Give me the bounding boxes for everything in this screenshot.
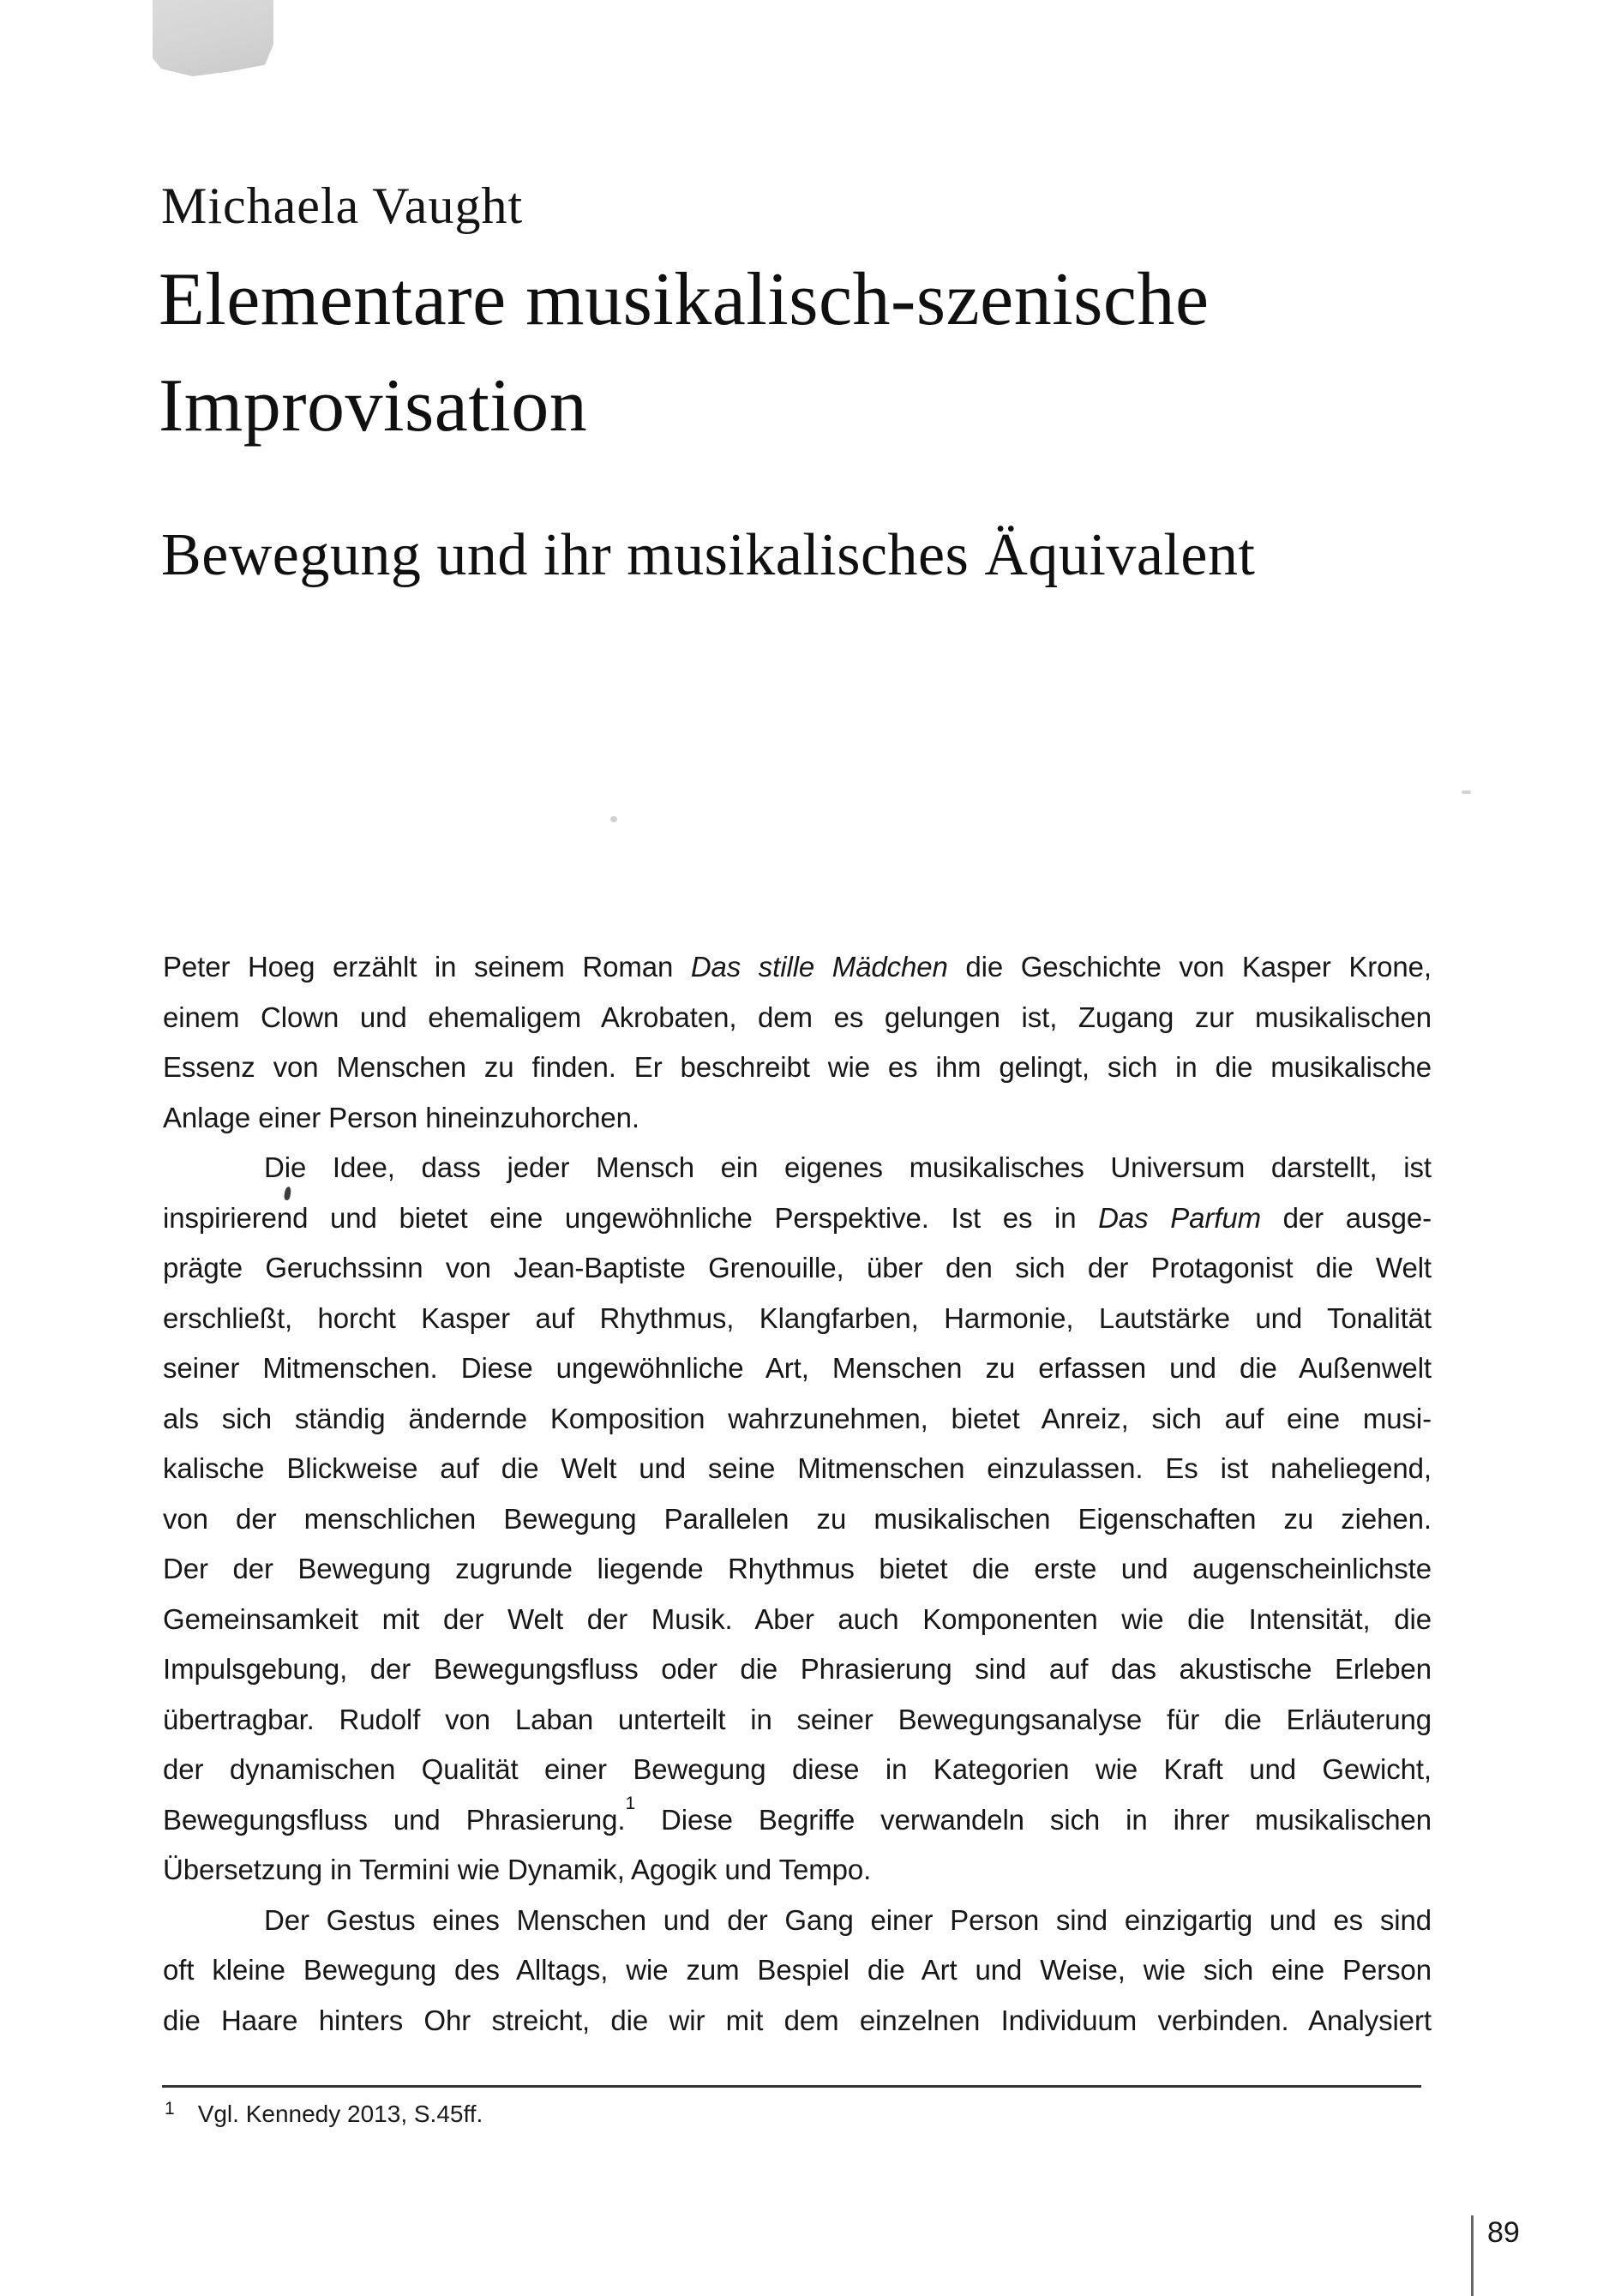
line-segment: inspirierend und bietet eine ungewöhnliche Perspektive. Ist es in — [163, 1201, 1099, 1234]
line-segment: Diese Begriffe verwandeln sich in ihrer musikalischen — [635, 1803, 1432, 1836]
footnote-text: Vgl. Kennedy 2013, S.45ff. — [197, 2101, 483, 2127]
footnote-marker: 1 — [165, 2099, 175, 2119]
body-text-line: seiner Mitmenschen. Diese ungewöhnliche Art, Menschen zu erfassen und die Außenwelt — [163, 1352, 1432, 1384]
article-title — [159, 247, 1210, 460]
article-subtitle: Bewegung und ihr musikalisches Äquivalent — [161, 522, 1256, 588]
scan-artifact-smudge — [153, 0, 273, 76]
body-text-line: als sich ständig ändernde Komposition wahrzunehmen, bietet Anreiz, sich auf eine musi- — [163, 1402, 1432, 1434]
page-number: 89 — [1487, 2216, 1520, 2249]
body-text-line: Impulsgebung, der Bewegungsfluss oder die Phrasierung sind auf das akustische Erleben — [163, 1653, 1432, 1685]
body-text-line: Der Gestus eines Menschen und der Gang einer Person sind einzigartig und es sind — [264, 1903, 1432, 1936]
body-text-line: die Haare hinters Ohr streicht, die wir mit dem einzelnen Individuum verbinden. Analysiert — [163, 2004, 1432, 2036]
body-text-line: von der menschlichen Bewegung Parallelen zu musikalischen Eigenschaften zu ziehen. — [163, 1502, 1432, 1535]
book-title-italic: Das Parfum — [1098, 1201, 1261, 1234]
body-text-line: kalische Blickweise auf die Welt und seine Mitmenschen einzulassen. Es ist naheliegend, — [163, 1452, 1432, 1484]
line-segment: Peter Hoeg erzählt in seinem Roman — [163, 951, 691, 983]
author-name: Michaela Vaught — [161, 177, 524, 234]
body-text-line: Anlage einer Person hineinzuhorchen. — [163, 1101, 639, 1133]
footnote-divider — [162, 2085, 1421, 2088]
body-text-line: Der der Bewegung zugrunde liegende Rhythmus bietet die erste und augenscheinlichste — [163, 1553, 1432, 1584]
body-text — [163, 942, 1432, 2046]
body-text-line: oft kleine Bewegung des Alltags, wie zum Bespiel die Art und Weise, wie sich eine Person — [163, 1954, 1432, 1986]
line-segment: Bewegungsfluss und Phrasierung. — [163, 1803, 626, 1836]
article-title-line-1: Elementare musikalisch-szenische — [159, 258, 1210, 341]
scan-speck — [610, 816, 617, 822]
body-text-line: einem Clown und ehemaligem Akrobaten, dem es gelungen ist, Zugang zur musikalischen — [163, 1001, 1432, 1033]
body-text-line: Die Idee, dass jeder Mensch ein eigenes musikalisches Universum darstellt, ist — [264, 1151, 1432, 1183]
body-text-line: Übersetzung in Termini wie Dynamik, Agogik und Tempo. — [163, 1854, 872, 1885]
line-segment: die Geschichte von Kasper Krone, — [947, 951, 1432, 983]
line-segment: der ausge- — [1260, 1201, 1432, 1234]
book-title-italic: Das stille Mädchen — [690, 951, 948, 983]
scan-speck — [1462, 790, 1471, 794]
body-text-line: erschließt, horcht Kasper auf Rhythmus, Klangfarben, Harmonie, Lautstärke und Tonalität — [163, 1301, 1432, 1334]
body-text-line: der dynamischen Qualität einer Bewegung diese in Kategorien wie Kraft und Gewicht, — [163, 1753, 1432, 1785]
body-text-line — [163, 1193, 1432, 1244]
body-text-line: übertragbar. Rudolf von Laban unterteilt in seiner Bewegungsanalyse für die Erläuterung — [163, 1703, 1432, 1735]
body-text-line: Essenz von Menschen zu finden. Er beschreibt wie es ihm gelingt, sich in die musikalische — [163, 1051, 1432, 1083]
body-text-line: prägte Geruchssinn von Jean-Baptiste Grenouille, über den sich der Protagonist die Welt — [163, 1252, 1432, 1283]
article-title-line-2: Improvisation — [159, 364, 588, 448]
body-text-line: Gemeinsamkeit mit der Welt der Musik. Aber auch Komponenten wie die Intensität, die — [163, 1602, 1432, 1635]
footnote-reference: 1 — [625, 1793, 636, 1813]
body-text-line — [163, 942, 1432, 993]
body-text-line — [163, 1795, 1432, 1846]
footnote — [165, 2099, 483, 2130]
page-number-divider — [1471, 2215, 1474, 2296]
